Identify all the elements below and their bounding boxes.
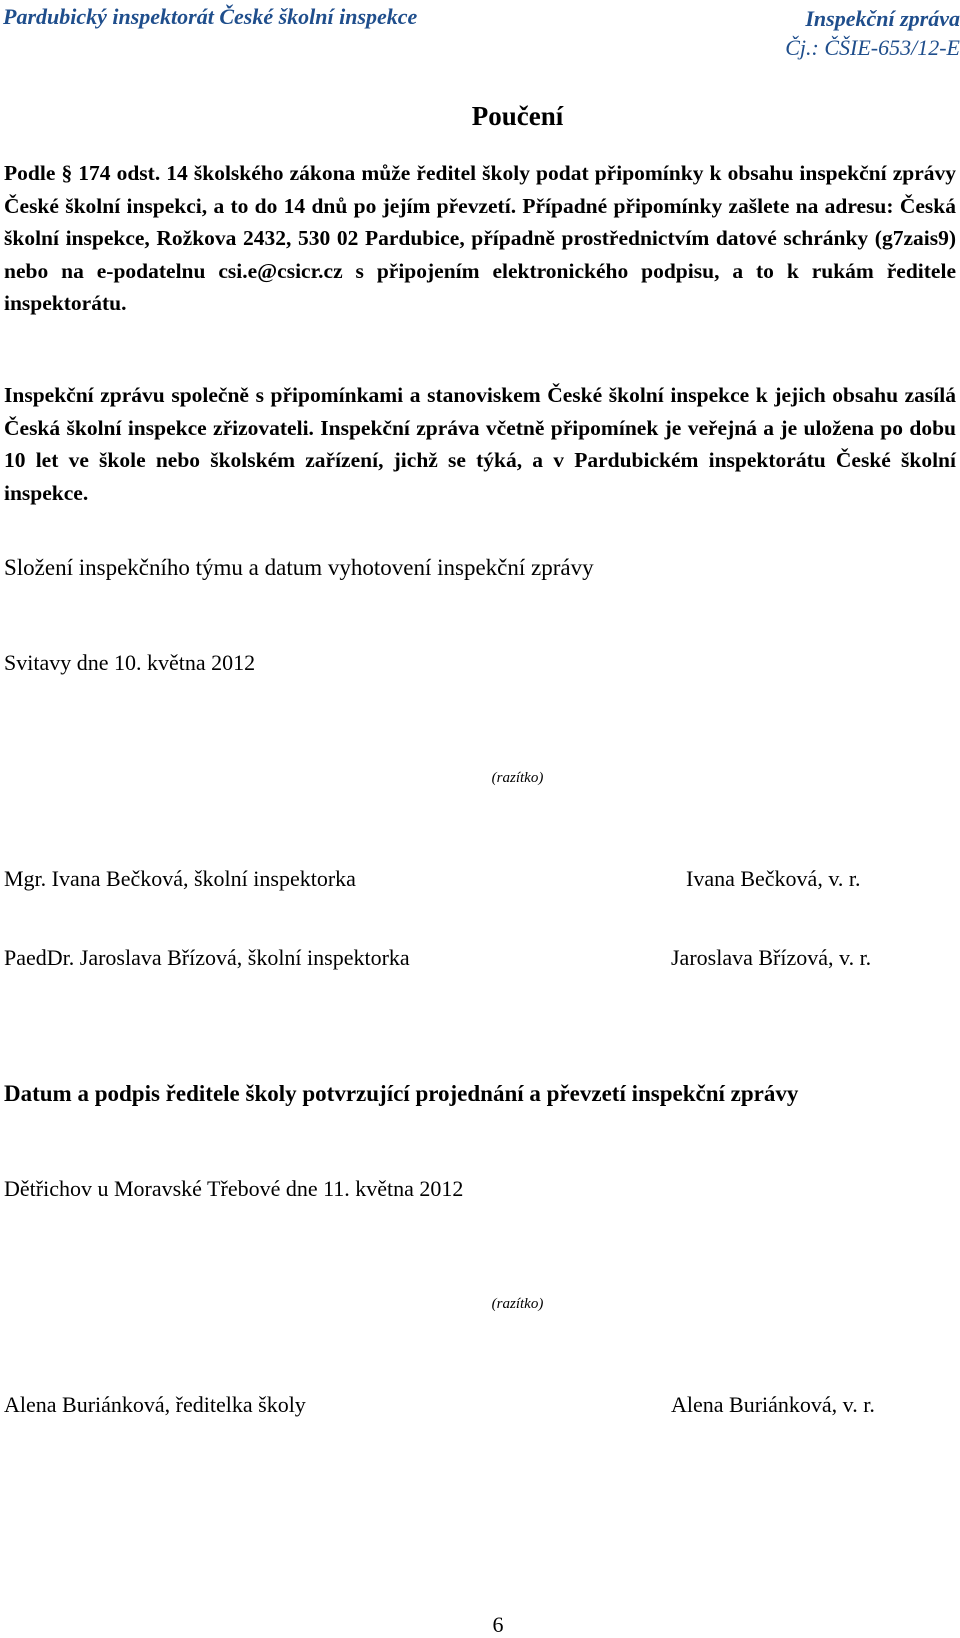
instruction-paragraph: Podle § 174 odst. 14 školského zákona může ředitel školy podat připomínky k obsahu inspekční zprávy České školní inspekci, a to do 14 dnů po jejím převzetí. Případné připomínky zašlete na adresu: Česká školní inspekce, Rožkova 2432, 530 02 Pardubice, případně prostřednictvím datové schránky (g7zais9) nebo na e-podatelnu csi.e@csicr.cz s připojením elektronického podpisu, a to k rukám ředitele inspektorátu. (4, 161, 956, 315)
header-inspectorate: Pardubický inspektorát České školní inspekce (3, 4, 418, 29)
page-number: 6 (492, 1612, 504, 1637)
header-report-info (785, 4, 960, 62)
header-reference-number: Čj.: ČŠIE-653/12-E (785, 35, 960, 60)
inspector-2-name: PaedDr. Jaroslava Břízová, školní inspektorka (4, 945, 410, 970)
header-report-title: Inspekční zpráva (805, 6, 960, 31)
director-date: Dětřichov u Moravské Třebové dne 11. května 2012 (4, 1176, 464, 1201)
team-date: Svitavy dne 10. května 2012 (4, 650, 256, 675)
inspector-1-signature: Ivana Bečková, v. r. (686, 866, 861, 891)
team-stamp: (razítko) (491, 770, 544, 786)
director-stamp: (razítko) (491, 1296, 544, 1312)
director-name: Alena Buriánková, ředitelka školy (4, 1392, 306, 1417)
inspector-1-name: Mgr. Ivana Bečková, školní inspektorka (4, 866, 356, 891)
director-heading: Datum a podpis ředitele školy potvrzující projednání a převzetí inspekční zprávy (4, 1081, 799, 1106)
publication-paragraph: Inspekční zprávu společně s připomínkami a stanoviskem České školní inspekce k jejich obsahu zasílá Česká školní inspekce zřizovateli. Inspekční zpráva včetně připomínek je veřejná a je uložena po dobu 10 let ve škole nebo školském zařízení, jichž se týká, a v Pardubickém inspektorátu České školní inspekce. (4, 383, 956, 505)
team-heading: Složení inspekčního týmu a datum vyhotovení inspekční zprávy (4, 555, 594, 580)
page-title: Poučení (471, 101, 564, 131)
inspector-2-signature: Jaroslava Břízová, v. r. (671, 945, 872, 970)
director-signature: Alena Buriánková, v. r. (671, 1392, 875, 1417)
